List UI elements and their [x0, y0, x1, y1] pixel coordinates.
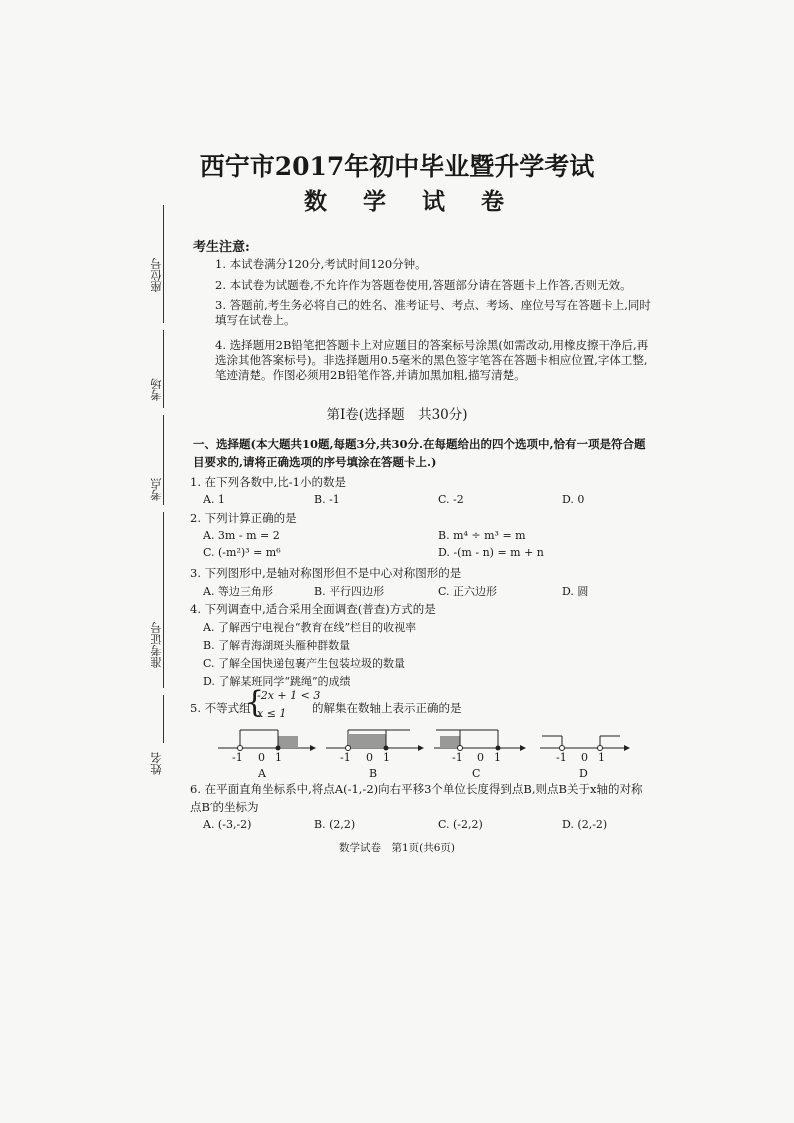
- b-tick-neg1: -1: [340, 751, 351, 764]
- c-tick-0: 0: [477, 751, 484, 764]
- q3-option-b: B. 平行四边形: [314, 585, 385, 598]
- b-tick-1: 1: [383, 751, 390, 764]
- exam-subtitle: 数 学 试 卷: [303, 188, 519, 215]
- page-footer: 数学试卷 第1页(共6页): [338, 842, 456, 854]
- question-5-stem-prefix: 5. 不等式组: [190, 701, 251, 715]
- d-tick-0: 0: [581, 751, 588, 764]
- number-line-c: [434, 730, 526, 751]
- q6-option-b: B. (2,2): [314, 818, 356, 831]
- notice-item-4: 4. 选择题用2B铅笔把答题卡上对应题目的答案标号涂黑(如需改动,用橡皮擦干净后,再选涂其他答案标号)。非选择题用0.5毫米的黑色签字笔答在答题卡相应位置,字体工整,笔迹清楚。作图必须用2B铅笔作答,并请加黑加粗,描写清楚。: [215, 338, 649, 382]
- number-line-b: [326, 730, 424, 751]
- notice-heading: 考生注意:: [193, 240, 250, 255]
- q2-option-a: A. 3m - m = 2: [203, 529, 280, 542]
- q1-option-c: C. -2: [438, 493, 464, 506]
- question-1-stem: 1. 在下列各数中,比-1小的数是: [190, 475, 346, 489]
- question-2-stem: 2. 下列计算正确的是: [190, 511, 297, 525]
- q2-option-b: B. m⁴ ÷ m³ = m: [438, 529, 526, 542]
- question-4-stem: 4. 下列调查中,适合采用全面调查(普查)方式的是: [190, 602, 436, 616]
- a-tick-0: 0: [258, 751, 265, 764]
- notice-item-2: 2. 本试卷为试题卷,不允许作为答题卷使用,答题部分请在答题卡上作答,否则无效。: [215, 278, 632, 292]
- a-tick-neg1: -1: [232, 751, 243, 764]
- q1-option-d: D. 0: [562, 493, 585, 506]
- q4-option-b: B. 了解青海湖斑头雁种群数量: [203, 639, 351, 652]
- number-line-a: [218, 730, 316, 751]
- a-tick-1: 1: [275, 751, 282, 764]
- seat-label: 座位号: [149, 258, 163, 293]
- notice-item-1: 1. 本试卷满分120分,考试时间120分钟。: [215, 257, 427, 271]
- q6-option-d: D. (2,-2): [562, 818, 608, 831]
- q3-option-d: D. 圆: [562, 585, 589, 598]
- c-tick-1: 1: [494, 751, 501, 764]
- system-brace: {: [245, 685, 265, 720]
- q6-option-a: A. (-3,-2): [203, 818, 252, 831]
- question-6-stem: 6. 在平面直角坐标系中,将点A(-1,-2)向右平移3个单位长度得到点B,则点B关于x轴的对称点B′的坐标为: [190, 782, 643, 814]
- ticket-label: 准考证号: [149, 622, 163, 668]
- q4-option-c: C. 了解全国快递包裹产生包装垃圾的数量: [203, 657, 406, 670]
- figure-label-a: A: [258, 767, 266, 780]
- name-line: [163, 695, 164, 743]
- part-heading: 一、选择题(本大题共10题,每题3分,共30分.在每题给出的四个选项中,恰有一项是符合题目要求的,请将正确选项的序号填涂在答题卡上.): [193, 437, 646, 469]
- question-3-stem: 3. 下列图形中,是轴对称图形但不是中心对称图形的是: [190, 566, 462, 580]
- exam-title: 西宁市2017年初中毕业暨升学考试: [199, 152, 595, 181]
- b-tick-0: 0: [366, 751, 373, 764]
- number-line-d: [540, 736, 630, 751]
- inequality-2: x ≤ 1: [257, 707, 287, 720]
- d-tick-neg1: -1: [556, 751, 567, 764]
- notice-item-3: 3. 答题前,考生务必将自己的姓名、准考证号、考点、考场、座位号写在答题卡上,同时填写在试卷上。: [215, 298, 651, 327]
- q1-option-b: B. -1: [314, 493, 340, 506]
- figure-label-d: D: [579, 767, 588, 780]
- section-title: 第Ⅰ卷(选择题 共30分): [326, 407, 468, 423]
- figure-label-c: C: [472, 767, 481, 780]
- question-5-stem-suffix: 的解集在数轴上表示正确的是: [312, 701, 462, 715]
- q2-option-c: C. (-m²)³ = m⁶: [203, 546, 281, 559]
- q6-option-c: C. (-2,2): [438, 818, 483, 831]
- site-label: 考点: [149, 478, 163, 501]
- q3-option-a: A. 等边三角形: [203, 585, 273, 598]
- q4-option-d: D. 了解某班同学“跳绳”的成绩: [203, 675, 351, 688]
- name-label: 姓名: [149, 752, 163, 775]
- inequality-1: -2x + 1 < 3: [257, 689, 321, 702]
- d-tick-1: 1: [598, 751, 605, 764]
- room-label: 考场: [149, 378, 163, 401]
- q1-option-a: A. 1: [203, 493, 225, 506]
- q2-option-d: D. -(m - n) = m + n: [438, 546, 544, 559]
- figure-label-b: B: [369, 767, 378, 780]
- q4-option-a: A. 了解西宁电视台“教育在线”栏目的收视率: [203, 621, 417, 634]
- c-tick-neg1: -1: [452, 751, 463, 764]
- q3-option-c: C. 正六边形: [438, 585, 498, 598]
